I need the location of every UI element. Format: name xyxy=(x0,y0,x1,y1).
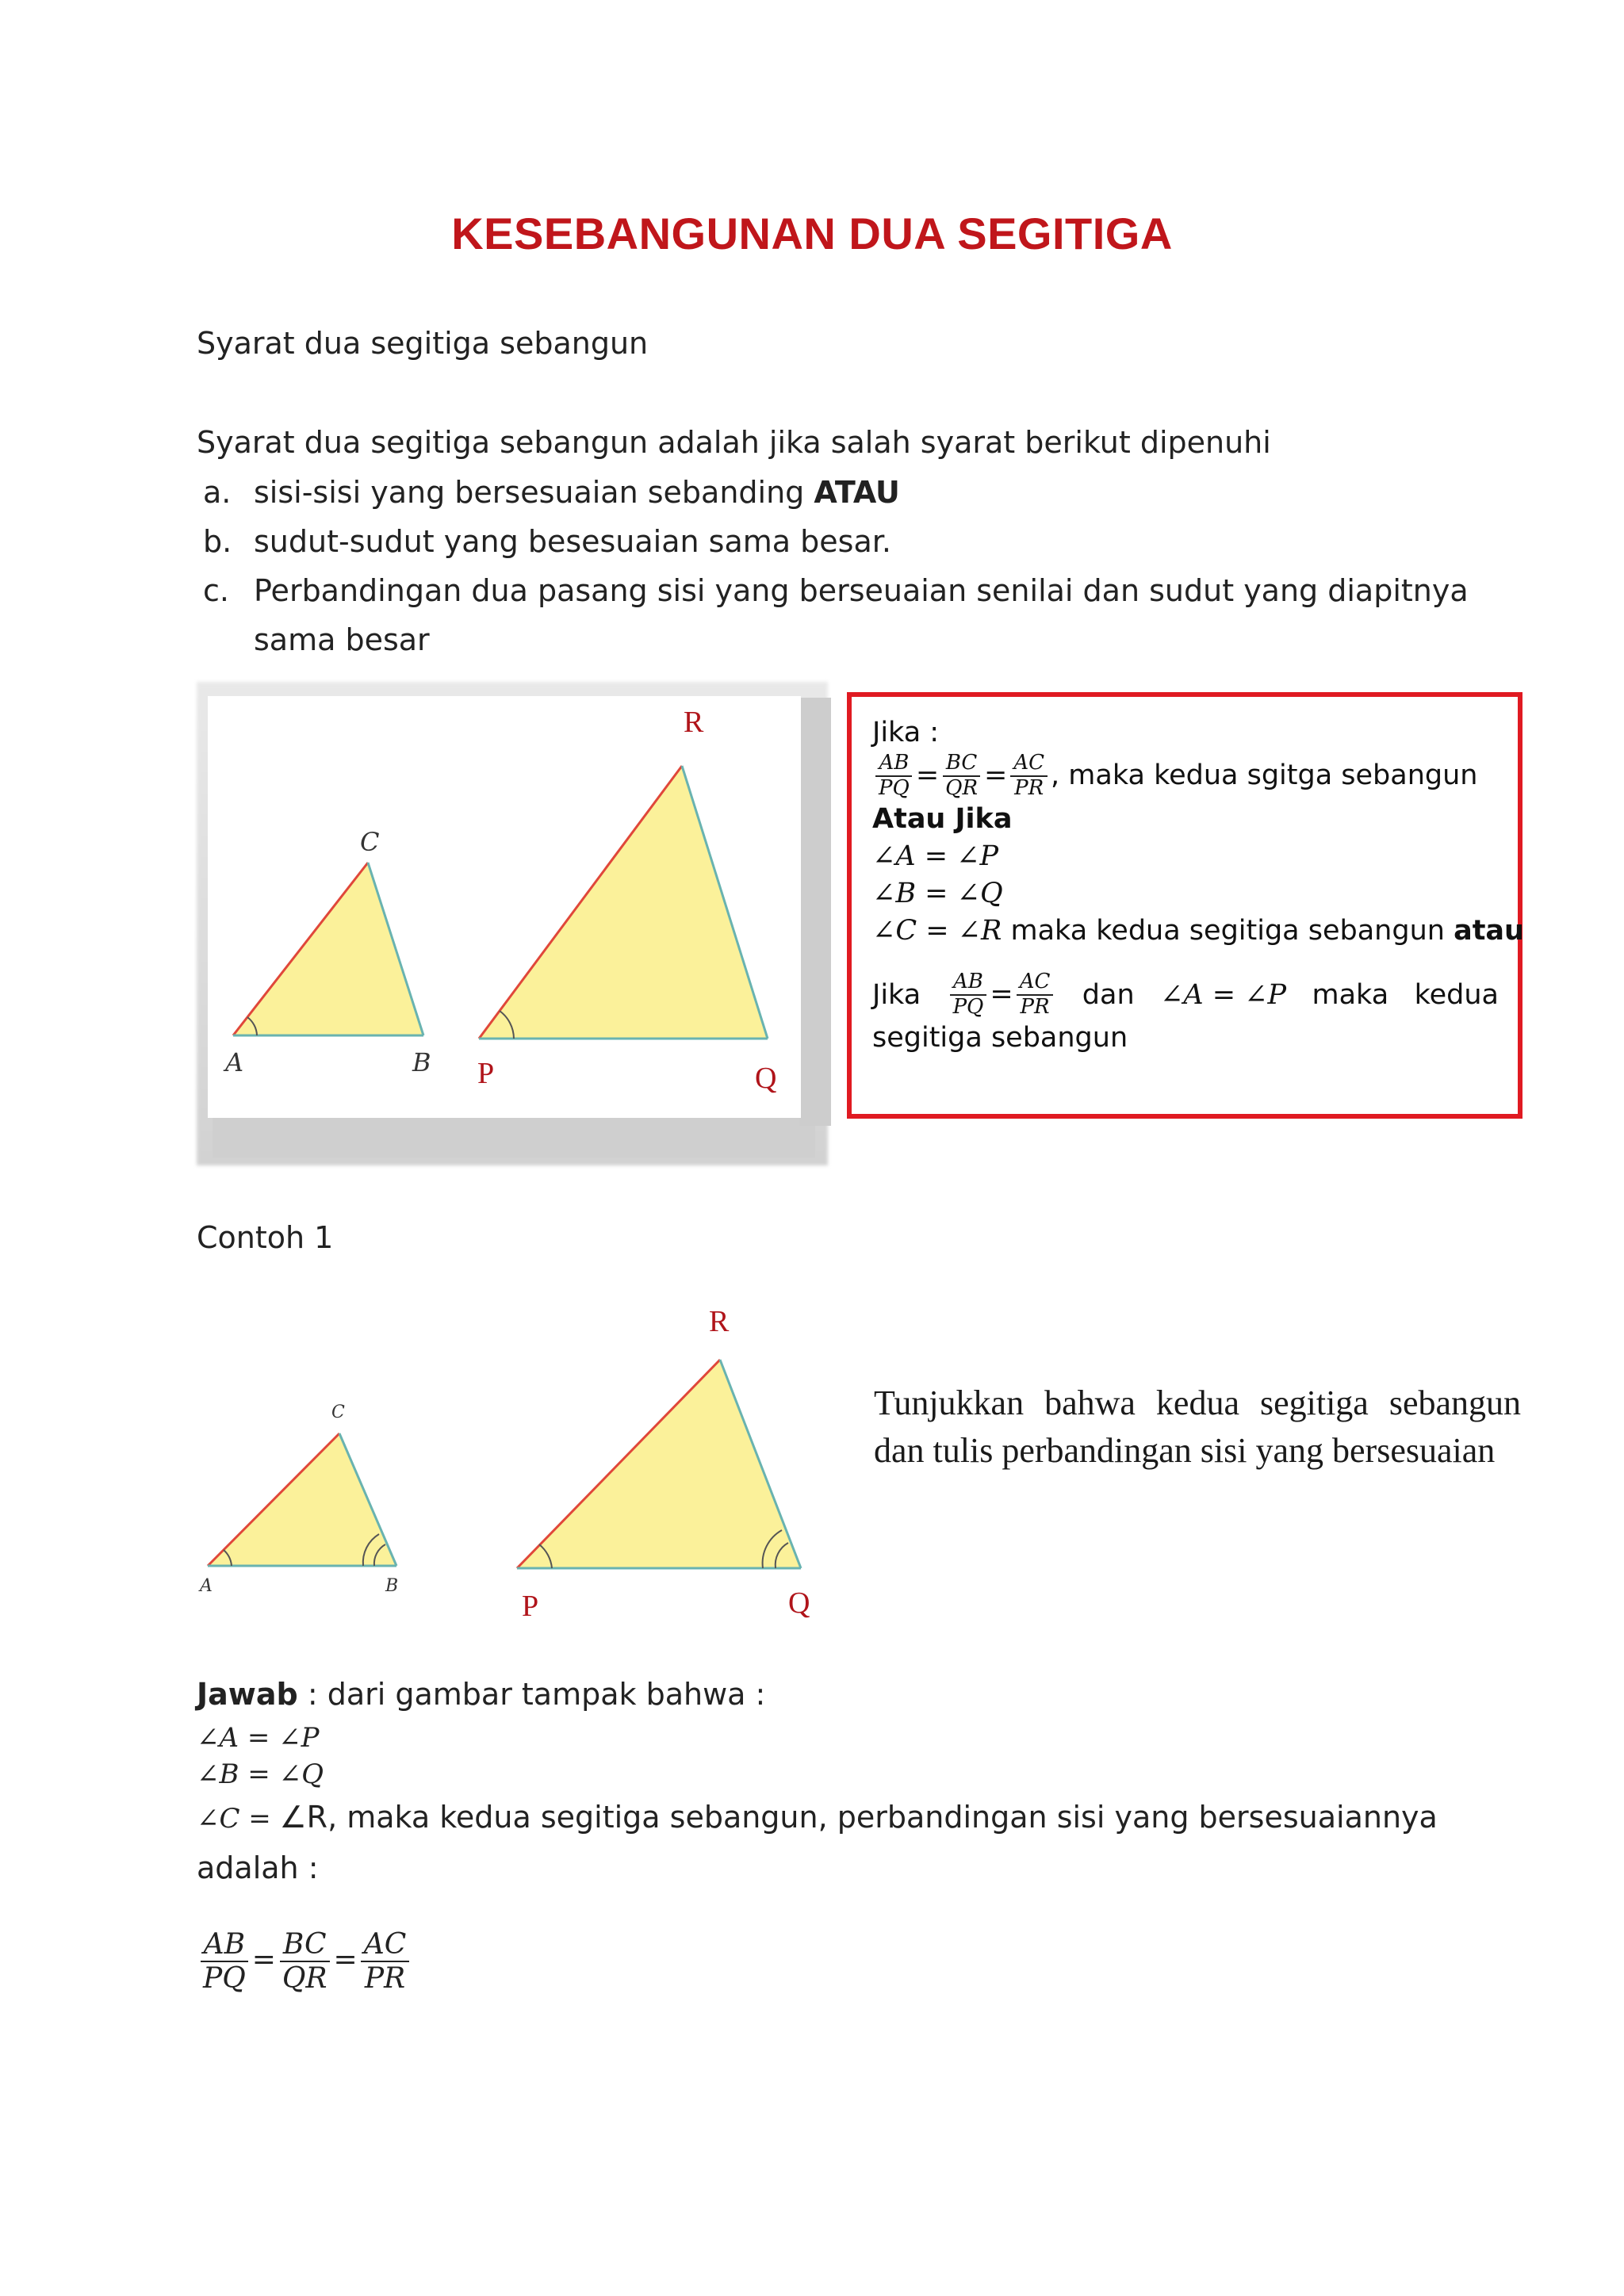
answer-adalah: adalah : xyxy=(197,1850,319,1885)
vertex-label-p: P xyxy=(477,1057,495,1090)
triangle-figure-2 xyxy=(198,1292,833,1633)
box-jika-2: Jika $\frac{AB}{PQ}$ = $\frac{AC}{PR}$ dan ∠A = ∠P maka kedua xyxy=(872,969,1499,1019)
triangle-figure-1 xyxy=(208,696,801,1118)
fraction-ab-pq-final: $\frac{AB}{PQ}$ xyxy=(200,1928,249,1996)
vertex-label-q: Q xyxy=(755,1062,777,1095)
triangles-svg-1 xyxy=(208,696,801,1118)
vertex-label-c: C xyxy=(360,827,380,857)
vertex-label-a-2: A xyxy=(200,1576,213,1596)
vertex-label-b-2: B xyxy=(385,1576,399,1596)
answer-block xyxy=(197,1669,1438,1892)
vertex-label-b: B xyxy=(412,1047,431,1077)
vertex-label-q-2: Q xyxy=(788,1586,810,1620)
answer-lead: Jawab : dari gambar tampak bahwa : xyxy=(197,1677,766,1712)
answer-angle-a: ∠A = ∠P xyxy=(197,1722,320,1754)
similarity-rules-box xyxy=(847,692,1522,1119)
conditions-list xyxy=(203,468,1522,664)
fraction-ac-pr-final: $\frac{AC}{PR}$ xyxy=(361,1928,410,1996)
box-angle-b: ∠B = ∠Q xyxy=(872,877,1003,909)
box-atau-jika: Atau Jika xyxy=(872,802,1013,835)
figure-frame-shadow xyxy=(799,698,831,1126)
page-title: KESEBANGUNAN DUA SEGITIGA xyxy=(451,209,1173,258)
vertex-label-p-2: P xyxy=(522,1590,539,1623)
box-ratio-line: $\frac{AB}{PQ}$ = $\frac{BC}{QR}$ = $\frac{AC}{PR}$ , maka kedua sgitga sebangun xyxy=(872,752,1497,801)
fraction-ac-pr: $\frac{AC}{PR}$ xyxy=(1010,752,1048,801)
triangles-svg-2 xyxy=(198,1292,833,1633)
fraction-ab-pq: $\frac{AB}{PQ}$ xyxy=(875,752,913,801)
answer-angle-b: ∠B = ∠Q xyxy=(197,1758,324,1790)
box-angle-a: ∠A = ∠P xyxy=(872,840,999,872)
vertex-label-r-2: R xyxy=(709,1305,730,1338)
answer-angle-c: ∠C = ∠R, maka kedua segitiga sebangun, perbandingan sisi yang bersesuaiannya xyxy=(197,1800,1438,1835)
box-jika: Jika : xyxy=(872,717,940,748)
final-ratio: $\frac{AB}{PQ}$ = $\frac{BC}{QR}$ = $\frac{AC}{PR}$ xyxy=(197,1928,412,1996)
list-item: b. sudut-sudut yang besesuaian sama besar. xyxy=(203,524,891,559)
box-tail: segitiga sebangun xyxy=(872,1021,1128,1054)
box-angle-c: ∠C = ∠R maka kedua segitiga sebangun atau xyxy=(872,914,1524,947)
example-label: Contoh 1 xyxy=(197,1220,334,1255)
fraction-bc-qr-final: $\frac{BC}{QR}$ xyxy=(279,1928,331,1996)
triangle-pqr-2 xyxy=(517,1360,801,1568)
intro-text: Syarat dua segitiga sebangun xyxy=(197,326,649,361)
vertex-label-c-2: C xyxy=(331,1402,345,1422)
vertex-label-r: R xyxy=(684,706,704,739)
vertex-label-a: A xyxy=(225,1047,244,1077)
fraction-bc-qr: $\frac{BC}{QR}$ xyxy=(942,752,981,801)
lead-text: Syarat dua segitiga sebangun adalah jika salah syarat berikut dipenuhi xyxy=(197,425,1271,460)
example-task: Tunjukkan bahwa kedua segitiga sebangun dan tulis perbandingan sisi yang bersesuaian xyxy=(874,1383,1521,1470)
list-item: c. Perbandingan dua pasang sisi yang berseuaian senilai dan sudut yang diapitnya sama besar xyxy=(203,573,1469,657)
list-item: a. sisi-sisi yang bersesuaian sebanding ATAU xyxy=(203,475,900,510)
